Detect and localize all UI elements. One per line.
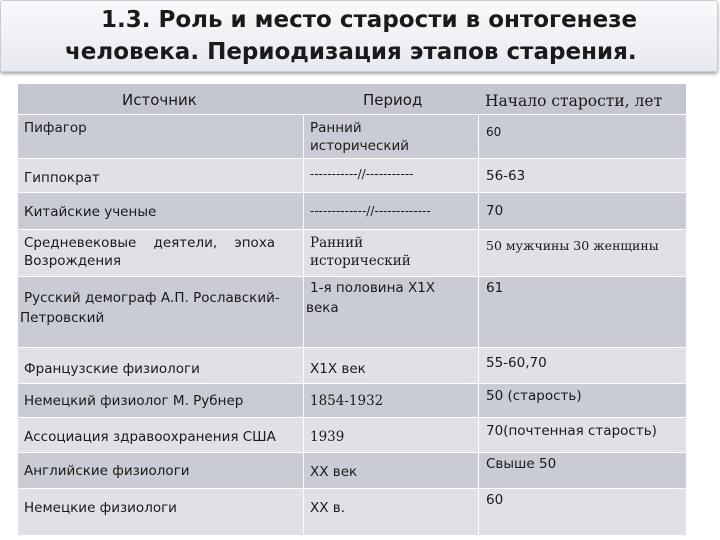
header-period: Период	[363, 91, 423, 109]
cell-source: Немецкий физиолог М. Рубнер	[24, 393, 244, 409]
cell-start: Свыше 50	[486, 456, 557, 472]
cell-source: Гиппократ	[24, 170, 100, 186]
cell-source: Французские физиологи	[24, 361, 200, 377]
cell-start: 70(почтенная старость)	[486, 423, 657, 439]
cell-period-2: исторический	[310, 253, 411, 269]
cell-start: 61	[486, 280, 504, 296]
cell-period: Х1Х век	[310, 361, 366, 377]
cell-source: Немецкие физиологи	[24, 500, 177, 516]
cell-start: 50 (старость)	[486, 388, 582, 404]
cell-period: ХХ век	[310, 464, 358, 480]
table-row	[18, 452, 686, 488]
table-row	[18, 158, 686, 192]
cell-period: 1854-1932	[310, 393, 384, 409]
header-source: Источник	[122, 91, 197, 109]
cell-source: Средневековые деятели, эпоха	[24, 235, 276, 251]
cell-source: Русский демограф А.П. Рославский-	[24, 290, 280, 306]
slide-title	[0, 0, 718, 72]
table-row	[18, 347, 686, 383]
cell-period: Ранний	[310, 235, 364, 251]
cell-period: -----------//-----------	[310, 167, 414, 181]
table-row	[18, 114, 686, 158]
cell-period: 1939	[310, 429, 345, 445]
table-row	[18, 417, 686, 452]
periodization-table	[18, 84, 686, 534]
cell-start: 55-60,70	[486, 355, 547, 371]
cell-source: Китайские ученые	[24, 204, 157, 220]
title-line-2: человека. Периодизация этапов старения.	[65, 39, 637, 65]
cell-source: Пифагор	[24, 120, 87, 136]
cell-source-2: Петровский	[20, 310, 105, 326]
cell-period: Ранний	[310, 120, 362, 136]
table-row	[18, 229, 686, 276]
cell-start: 56-63	[486, 168, 526, 184]
cell-start: 60	[486, 492, 504, 508]
header-start: Начало старости, лет	[485, 92, 663, 110]
cell-start: 60	[486, 125, 502, 139]
table-header-row	[18, 84, 686, 114]
cell-source: Английские физиологи	[24, 463, 190, 479]
table-row	[18, 383, 686, 417]
cell-period-2: исторический	[310, 138, 410, 154]
cell-period: -------------//-------------	[310, 204, 431, 218]
cell-period: ХХ в.	[310, 500, 346, 516]
table-row	[18, 276, 686, 347]
cell-period: 1-я половина Х1Х	[310, 280, 436, 296]
cell-period-2: века	[306, 300, 339, 316]
cell-start: 50 мужчины 30 женщины	[486, 238, 659, 253]
table-row	[18, 488, 686, 535]
title-line-1: 1.3. Роль и место старости в онтогенезе	[101, 7, 638, 33]
table-row	[18, 192, 686, 229]
cell-start: 70	[486, 203, 504, 219]
cell-source: Ассоциация здравоохранения США	[24, 429, 276, 445]
cell-source-2: Возрождения	[24, 253, 122, 269]
